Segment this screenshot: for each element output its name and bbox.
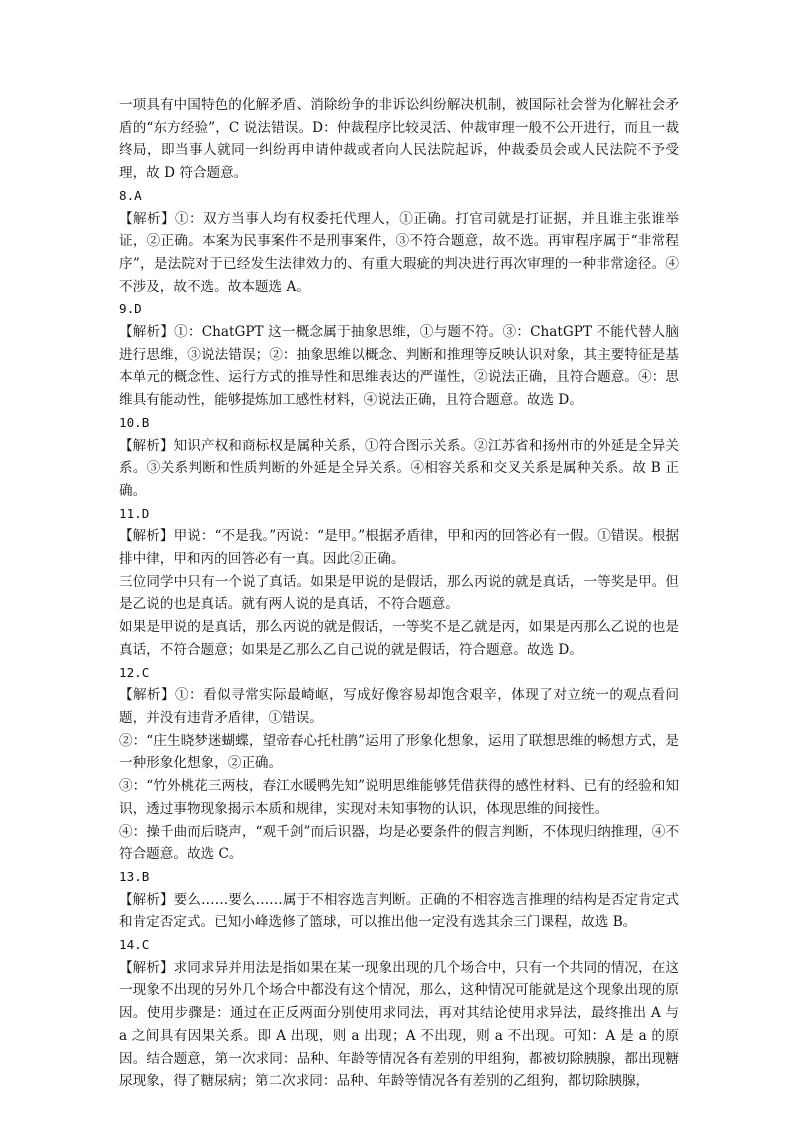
analysis-11-part-2: 三位同学中只有一个说了真话。如果是甲说的是假话，那么丙说的就是真话，一等奖是甲。但是乙说的也是真话。就有两人说的是真话，不符合题意。 — [119, 573, 679, 613]
analysis-9: 【解析】①：ChatGPT 这一概念属于抽象思维，①与题不符。③：ChatGPT 不能代替人脑进行思维，③说法错误；②：抽象思维以概念、判断和推理等反映认识对象，其主要特征是基本单元的概念性、运行方式的推导性和思维表达的严谨性，②说法正确，且符合题意。④：思维具有能动性，能够提炼加工感性材料，④说法正确，且符合题意。故选 D。 — [119, 324, 679, 409]
analysis-12: 【解析】①：看似寻常实际最崎岖，写成好像容易却饱含艰辛，体现了对立统一的观点看问题，并没有违背矛盾律，①错误。 — [119, 687, 679, 726]
document-page — [119, 94, 679, 1093]
analysis-8: 【解析】①：双方当事人均有权委托代理人，①正确。打官司就是打证据，并且谁主张谁举证，②正确。本案为民事案件不是刑事案件，③不符合题意，故不选。再审程序属于“非常程序”，是法院对于已经发生法律效力的、有重大瑕疵的判决进行再次审理的一种非常途径。④不涉及，故不选。故本题选 A。 — [119, 210, 679, 295]
analysis-12-item-3: ③：“竹外桃花三两枝，春江水暖鸭先知”说明思维能够凭借获得的感性材料、已有的经验和知识，透过事物现象揭示本质和规律，实现对未知事物的认识，体现思维的间接性。 — [119, 778, 679, 817]
analysis-14: 【解析】求同求异并用法是指如果在某一现象出现的几个场合中，只有一个共同的情况，在这一现象不出现的另外几个场合中都没有这个情况，那么，这种情况可能就是这个现象出现的原因。使用步骤是：通过在正反两面分别使用求同法，再对其结论使用求异法，最终推出 A 与 a 之间具有因果关系。即 A 出现，则 a 出现；A 不出现，则 a 不出现。可知：A 是 a 的原因。结合题意，第一次求同：品种、年龄等情况各有差别的甲组狗，都被切除胰腺，都出现糖尿现象，得了糖尿病；第二次求同：品种、年龄等情况各有差别的乙组狗，都切除胰腺， — [119, 959, 679, 1090]
analysis-11: 【解析】甲说：“不是我。”丙说：“是甲。”根据矛盾律，甲和丙的回答必有一假。①错误。根据排中律，甲和丙的回答必有一真。因此②正确。 — [119, 528, 679, 568]
answer-10: 10.B — [119, 414, 150, 430]
answer-13: 13.B — [119, 868, 150, 884]
answer-11: 11.D — [119, 505, 150, 521]
analysis-12-item-4: ④：操千曲而后晓声，“观千剑”而后识器，均是必要条件的假言判断，不体现归纳推理，④不符合题意。故选 C。 — [119, 823, 679, 863]
answer-8: 8.A — [119, 187, 142, 203]
analysis-13: 【解析】要么……要么……属于不相容选言判断。正确的不相容选言推理的结构是否定肯定式和肯定否定式。已知小峰选修了篮球，可以推出他一定没有选其余三门课程，故选 B。 — [119, 891, 679, 931]
analysis-10: 【解析】知识产权和商标权是属种关系，①符合图示关系。②江苏省和扬州市的外延是全异关系。③关系判断和性质判断的外延是全异关系。④相容关系和交叉关系是属种关系。故 B 正确。 — [119, 437, 679, 499]
answer-9: 9.D — [119, 301, 142, 317]
analysis-12-item-2: ②：“庄生晓梦迷蝴蝶，望帝春心托杜鹃”运用了形象化想象，运用了联想思维的畅想方式，是一种形象化想象，②正确。 — [119, 732, 679, 772]
analysis-11-part-3: 如果是甲说的是真话，那么丙说的就是假话，一等奖不是乙就是丙，如果是丙那么乙说的也是真话，不符合题意；如果是乙那么乙自己说的就是假话，符合题意。故选 D。 — [119, 619, 679, 658]
answer-14: 14.C — [119, 937, 150, 953]
answer-12: 12.C — [119, 664, 150, 680]
paragraph-continuation: 一项具有中国特色的化解矛盾、消除纷争的非诉讼纠纷解决机制，被国际社会誉为化解社会矛盾的“东方经验”，C 说法错误。D：仲裁程序比较灵活、仲裁审理一般不公开进行，而且一裁终局，即当事人就同一纠纷再申请仲裁或者向人民法院起诉，仲裁委员会或人民法院不予受理，故 D 符合题意。 — [119, 97, 679, 182]
